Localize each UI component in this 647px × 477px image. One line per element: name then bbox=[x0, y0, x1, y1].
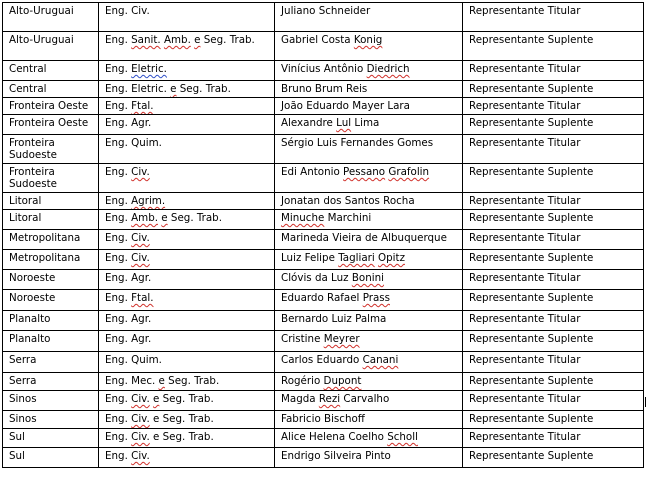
name-cell[interactable] bbox=[275, 3, 463, 32]
region-cell[interactable]: Central bbox=[3, 81, 99, 98]
name-text-segment: Tagliari bbox=[338, 252, 375, 264]
name-cell[interactable] bbox=[275, 391, 463, 411]
course-text-segment: Civ. bbox=[131, 450, 150, 462]
course-text-segment: Civ. bbox=[131, 252, 150, 264]
name-cell[interactable] bbox=[275, 193, 463, 210]
course-text-segment: Eng. Agr. bbox=[105, 272, 152, 284]
name-text-segment: Cristine bbox=[281, 333, 324, 345]
name-cell[interactable] bbox=[275, 210, 463, 230]
name-cell[interactable] bbox=[275, 135, 463, 164]
course-text-segment: Civ. bbox=[131, 393, 150, 405]
region-cell[interactable]: Sul bbox=[3, 429, 99, 448]
role-cell[interactable]: Representante Suplente bbox=[463, 32, 644, 61]
course-text-segment: Civ. bbox=[131, 431, 150, 443]
name-text-segment: Alexandre bbox=[281, 117, 337, 129]
table-row bbox=[3, 135, 644, 164]
course-text-segment: Seg. Trab. bbox=[200, 34, 255, 46]
course-text-segment: Eng. bbox=[105, 34, 132, 46]
name-text-segment: Luiz Felipe bbox=[281, 252, 339, 264]
name-text-segment: Rezi bbox=[318, 393, 341, 405]
course-cell[interactable] bbox=[99, 391, 275, 411]
name-text-segment: Bruno Brum Reis bbox=[281, 83, 368, 95]
table-row bbox=[3, 81, 644, 98]
region-cell[interactable]: Noroeste bbox=[3, 270, 99, 290]
role-cell[interactable]: Representante Titular bbox=[463, 429, 644, 448]
course-text-segment: Seg. Trab. bbox=[164, 375, 220, 387]
role-cell[interactable]: Representante Suplente bbox=[463, 290, 644, 311]
course-cell[interactable] bbox=[99, 115, 275, 135]
table-row bbox=[3, 164, 644, 193]
region-cell[interactable]: Litoral bbox=[3, 193, 99, 210]
course-text-segment: Eng. Agr. bbox=[105, 333, 152, 345]
name-cell[interactable] bbox=[275, 373, 463, 391]
role-cell[interactable]: Representante Titular bbox=[463, 61, 644, 81]
course-text-segment: Eng. bbox=[105, 212, 132, 224]
name-text-segment: Minuche bbox=[281, 212, 325, 224]
course-text-segment: e bbox=[153, 393, 160, 405]
name-cell[interactable] bbox=[275, 411, 463, 429]
name-cell[interactable] bbox=[275, 331, 463, 352]
course-text-segment: Eng. bbox=[105, 413, 132, 425]
course-cell[interactable] bbox=[99, 98, 275, 115]
region-cell[interactable]: Sinos bbox=[3, 411, 99, 429]
course-text-segment: Eng. bbox=[105, 100, 132, 112]
role-cell[interactable]: Representante Suplente bbox=[463, 373, 644, 391]
name-cell[interactable] bbox=[275, 81, 463, 98]
name-text-segment: Lima bbox=[351, 117, 380, 129]
course-text-segment: Civ. bbox=[131, 166, 150, 178]
text-cursor bbox=[645, 397, 646, 407]
table-row bbox=[3, 448, 644, 468]
region-cell[interactable]: Serra bbox=[3, 352, 99, 373]
table-row bbox=[3, 98, 644, 115]
course-text-segment: Eng. Agr. bbox=[105, 313, 152, 325]
course-text-segment: Eng. bbox=[105, 195, 132, 207]
course-text-segment: Eng. bbox=[105, 232, 132, 244]
role-cell[interactable]: Representante Suplente bbox=[463, 250, 644, 270]
name-text-segment: Bonini bbox=[351, 272, 384, 284]
role-cell[interactable]: Representante Suplente bbox=[463, 448, 644, 468]
course-cell[interactable] bbox=[99, 61, 275, 81]
name-cell[interactable] bbox=[275, 250, 463, 270]
name-text-segment: Fabricio Bischoff bbox=[281, 413, 365, 425]
name-cell[interactable] bbox=[275, 98, 463, 115]
region-cell[interactable]: Fronteira Oeste bbox=[3, 115, 99, 135]
role-cell[interactable]: Representante Suplente bbox=[463, 411, 644, 429]
course-text-segment: Eng. bbox=[105, 431, 132, 443]
name-cell[interactable] bbox=[275, 61, 463, 81]
course-text-segment: Ftal. bbox=[131, 292, 154, 304]
course-cell[interactable] bbox=[99, 193, 275, 210]
name-text-segment: Diedrich bbox=[366, 63, 410, 75]
name-text-segment: Grafolin bbox=[388, 166, 430, 178]
table-row bbox=[3, 270, 644, 290]
course-cell[interactable] bbox=[99, 32, 275, 61]
role-cell[interactable]: Representante Titular bbox=[463, 98, 644, 115]
name-text-segment: Alice Helena Coelho bbox=[281, 431, 388, 443]
course-text-segment: Eng. bbox=[105, 252, 132, 264]
name-text-segment: Juliano Schneider bbox=[281, 5, 371, 17]
name-text-segment: Marineda Vieira de Albuquerque bbox=[281, 232, 447, 244]
name-text-segment: Marchini bbox=[324, 212, 372, 224]
region-cell[interactable]: Fronteira Sudoeste bbox=[3, 164, 99, 193]
name-cell[interactable] bbox=[275, 429, 463, 448]
name-text-segment: Gabriel Costa bbox=[281, 34, 354, 46]
name-cell[interactable] bbox=[275, 164, 463, 193]
course-text-segment: Eng. Civ. bbox=[105, 5, 150, 17]
course-cell[interactable] bbox=[99, 352, 275, 373]
role-cell[interactable]: Representante Suplente bbox=[463, 81, 644, 98]
course-cell[interactable] bbox=[99, 210, 275, 230]
region-cell[interactable]: Alto-Uruguai bbox=[3, 3, 99, 32]
table-row bbox=[3, 331, 644, 352]
course-text-segment: Eletric. bbox=[131, 63, 167, 75]
role-cell[interactable]: Representante Titular bbox=[463, 3, 644, 32]
name-text-segment: João Eduardo Mayer Lara bbox=[281, 100, 410, 112]
region-cell[interactable]: Sinos bbox=[3, 391, 99, 411]
name-text-segment: Pessano bbox=[343, 166, 386, 178]
name-cell[interactable] bbox=[275, 290, 463, 311]
course-text-segment: Civ. bbox=[131, 413, 150, 425]
name-text-segment: Scholl bbox=[387, 431, 418, 443]
name-cell[interactable] bbox=[275, 311, 463, 331]
course-cell[interactable] bbox=[99, 164, 275, 193]
name-text-segment: Edi Antonio bbox=[281, 166, 344, 178]
course-text-segment: e bbox=[158, 375, 165, 387]
course-cell[interactable] bbox=[99, 448, 275, 468]
course-text-segment: e Seg. Trab. bbox=[149, 431, 214, 443]
role-cell[interactable]: Representante Suplente bbox=[463, 115, 644, 135]
course-text-segment: Ftal. bbox=[131, 100, 154, 112]
name-cell[interactable] bbox=[275, 32, 463, 61]
role-cell[interactable]: Representante Titular bbox=[463, 391, 644, 411]
representatives-table bbox=[2, 2, 644, 468]
region-cell[interactable]: Serra bbox=[3, 373, 99, 391]
course-text-segment: Sanit. bbox=[131, 34, 161, 46]
role-cell[interactable]: Representante Titular bbox=[463, 230, 644, 250]
table-row bbox=[3, 290, 644, 311]
name-text-segment: Rogério bbox=[281, 375, 324, 387]
table-row bbox=[3, 115, 644, 135]
course-cell[interactable] bbox=[99, 311, 275, 331]
name-text-segment: Endrigo Silveira Pinto bbox=[281, 450, 391, 462]
table-row bbox=[3, 230, 644, 250]
role-cell[interactable]: Representante Titular bbox=[463, 352, 644, 373]
table-row bbox=[3, 210, 644, 230]
region-cell[interactable]: Planalto bbox=[3, 331, 99, 352]
name-text-segment: Carlos Eduardo bbox=[281, 354, 363, 366]
course-text-segment: e Seg. Trab. bbox=[149, 413, 214, 425]
course-text-segment: Seg. Trab. bbox=[167, 212, 222, 224]
course-cell[interactable] bbox=[99, 411, 275, 429]
name-cell[interactable] bbox=[275, 270, 463, 290]
course-cell[interactable] bbox=[99, 331, 275, 352]
course-text-segment: Eng. Quim. bbox=[105, 354, 162, 366]
region-cell[interactable]: Metropolitana bbox=[3, 230, 99, 250]
course-cell[interactable] bbox=[99, 290, 275, 311]
course-text-segment: Seg. Trab. bbox=[176, 83, 231, 95]
course-text-segment: Amb. bbox=[131, 212, 159, 224]
course-cell[interactable] bbox=[99, 373, 275, 391]
course-text-segment: Eng. bbox=[105, 166, 132, 178]
course-text-segment: Eng. Quim. bbox=[105, 137, 162, 149]
name-cell[interactable] bbox=[275, 115, 463, 135]
table-row bbox=[3, 411, 644, 429]
name-text-segment: Sérgio Luis Fernandes Gomes bbox=[281, 137, 434, 149]
region-cell[interactable]: Litoral bbox=[3, 210, 99, 230]
course-cell[interactable] bbox=[99, 230, 275, 250]
course-text-segment: Eng. Agr. bbox=[105, 117, 152, 129]
course-text-segment: Eng. bbox=[105, 63, 132, 75]
course-text-segment: Eng. Eletric. bbox=[105, 83, 171, 95]
role-cell[interactable]: Representante Titular bbox=[463, 135, 644, 164]
name-cell[interactable] bbox=[275, 448, 463, 468]
region-cell[interactable]: Fronteira Sudoeste bbox=[3, 135, 99, 164]
name-cell[interactable] bbox=[275, 352, 463, 373]
course-text-segment: Eng. bbox=[105, 393, 132, 405]
table-row bbox=[3, 373, 644, 391]
course-text-segment: Eng. Mec. bbox=[105, 375, 159, 387]
role-cell[interactable]: Representante Titular bbox=[463, 193, 644, 210]
name-text-segment: Eduardo Rafael bbox=[281, 292, 363, 304]
course-text-segment: Agrim. bbox=[131, 195, 166, 207]
role-cell[interactable]: Representante Suplente bbox=[463, 164, 644, 193]
role-cell[interactable]: Representante Titular bbox=[463, 270, 644, 290]
name-text-segment: Prass bbox=[362, 292, 390, 304]
table-row bbox=[3, 3, 644, 32]
course-cell[interactable] bbox=[99, 429, 275, 448]
name-text-segment: Magda bbox=[281, 393, 319, 405]
region-cell[interactable]: Noroeste bbox=[3, 290, 99, 311]
role-cell[interactable]: Representante Titular bbox=[463, 311, 644, 331]
table-row bbox=[3, 391, 644, 411]
name-text-segment: Jonatan dos Santos Rocha bbox=[281, 195, 415, 207]
name-text-segment: Carvalho bbox=[340, 393, 390, 405]
region-cell[interactable]: Sul bbox=[3, 448, 99, 468]
name-text-segment: Konig bbox=[353, 34, 383, 46]
table-row bbox=[3, 193, 644, 210]
table-row bbox=[3, 311, 644, 331]
course-text-segment: e bbox=[170, 83, 177, 95]
name-cell[interactable] bbox=[275, 230, 463, 250]
name-text-segment: Canani bbox=[362, 354, 399, 366]
course-text-segment: Eng. bbox=[105, 450, 132, 462]
region-cell[interactable]: Alto-Uruguai bbox=[3, 32, 99, 61]
course-text-segment: Civ. bbox=[131, 232, 150, 244]
course-cell[interactable] bbox=[99, 270, 275, 290]
table-body bbox=[3, 3, 644, 468]
course-text-segment: Amb. bbox=[163, 34, 191, 46]
course-text-segment: Seg. Trab. bbox=[159, 393, 214, 405]
name-text-segment: Clóvis da Luz bbox=[281, 272, 352, 284]
table-row bbox=[3, 250, 644, 270]
name-text-segment: Lul bbox=[336, 117, 352, 129]
table-row bbox=[3, 61, 644, 81]
role-cell[interactable]: Representante Suplente bbox=[463, 331, 644, 352]
course-cell[interactable] bbox=[99, 135, 275, 164]
name-text-segment: Vinícius Antônio bbox=[281, 63, 367, 75]
course-cell[interactable] bbox=[99, 250, 275, 270]
role-cell[interactable]: Representante Suplente bbox=[463, 210, 644, 230]
region-cell[interactable]: Fronteira Oeste bbox=[3, 98, 99, 115]
course-cell[interactable] bbox=[99, 3, 275, 32]
name-text-segment: Bernardo Luiz Palma bbox=[281, 313, 387, 325]
course-cell[interactable] bbox=[99, 81, 275, 98]
region-cell[interactable]: Central bbox=[3, 61, 99, 81]
table-row bbox=[3, 352, 644, 373]
course-text-segment: e bbox=[161, 212, 168, 224]
region-cell[interactable]: Planalto bbox=[3, 311, 99, 331]
table-row bbox=[3, 32, 644, 61]
course-text-segment: e bbox=[194, 34, 201, 46]
table-row bbox=[3, 429, 644, 448]
region-cell[interactable]: Metropolitana bbox=[3, 250, 99, 270]
name-text-segment: Opitz bbox=[378, 252, 405, 264]
name-text-segment: Dupont bbox=[323, 375, 362, 387]
name-text-segment: Meyrer bbox=[323, 333, 360, 345]
course-text-segment: Eng. bbox=[105, 292, 132, 304]
